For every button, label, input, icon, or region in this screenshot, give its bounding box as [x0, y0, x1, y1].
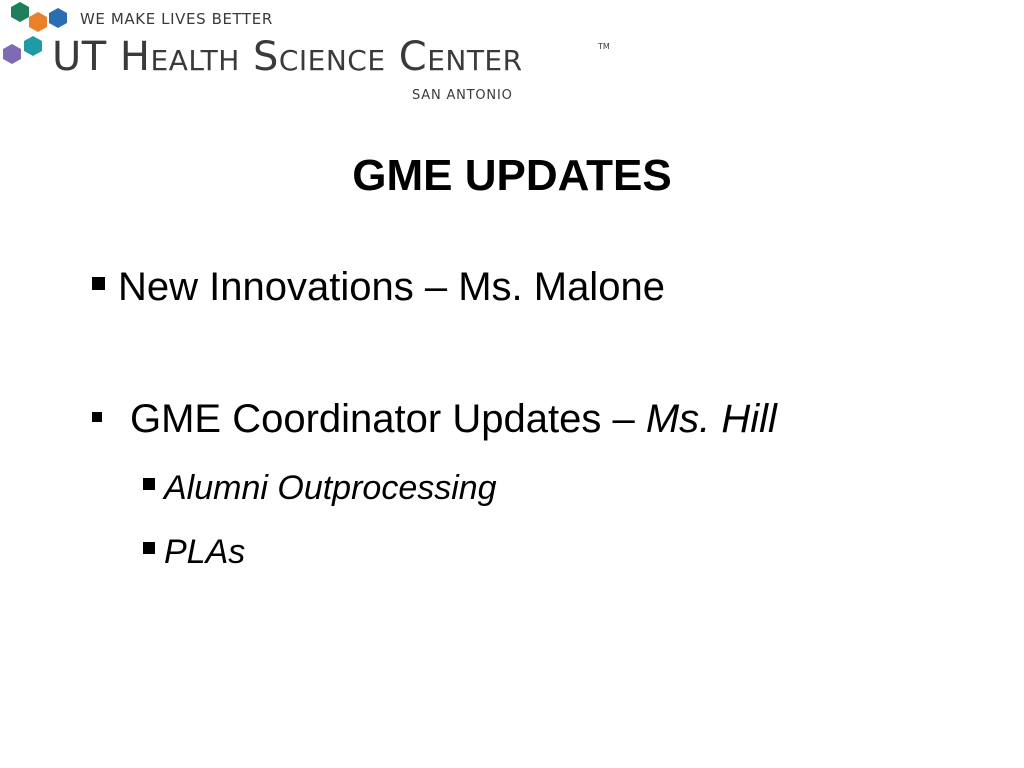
ut-health-logo [0, 0, 620, 110]
sub-bullet-item [143, 466, 497, 510]
bullet-text: New Innovations – Ms. Malone [118, 265, 665, 309]
square-bullet-icon [92, 412, 102, 422]
square-bullet-icon [143, 542, 155, 554]
sub-bullet-text: PLAs [164, 533, 246, 571]
sub-bullet-text: Alumni Outprocessing [164, 469, 497, 507]
hex-orange [29, 12, 47, 32]
hex-green [11, 2, 29, 22]
sub-bullet-item [143, 530, 245, 574]
logo-city: SAN ANTONIO [412, 88, 513, 103]
hex-purple [3, 44, 21, 64]
hex-teal [24, 36, 42, 56]
hex-blue [49, 8, 67, 28]
slide-title: GME UPDATES [352, 151, 672, 200]
bullet-item [92, 394, 777, 444]
logo-institution-name: UT Health Science Center [52, 34, 523, 80]
logo-trademark: TM [598, 42, 610, 51]
logo-tagline: WE MAKE LIVES BETTER [80, 10, 273, 28]
square-bullet-icon [92, 277, 105, 290]
bullet-text: GME Coordinator Updates – [130, 397, 646, 441]
bullet-item [92, 262, 665, 312]
bullet-emphasis: Ms. Hill [645, 397, 777, 441]
square-bullet-icon [143, 478, 155, 490]
